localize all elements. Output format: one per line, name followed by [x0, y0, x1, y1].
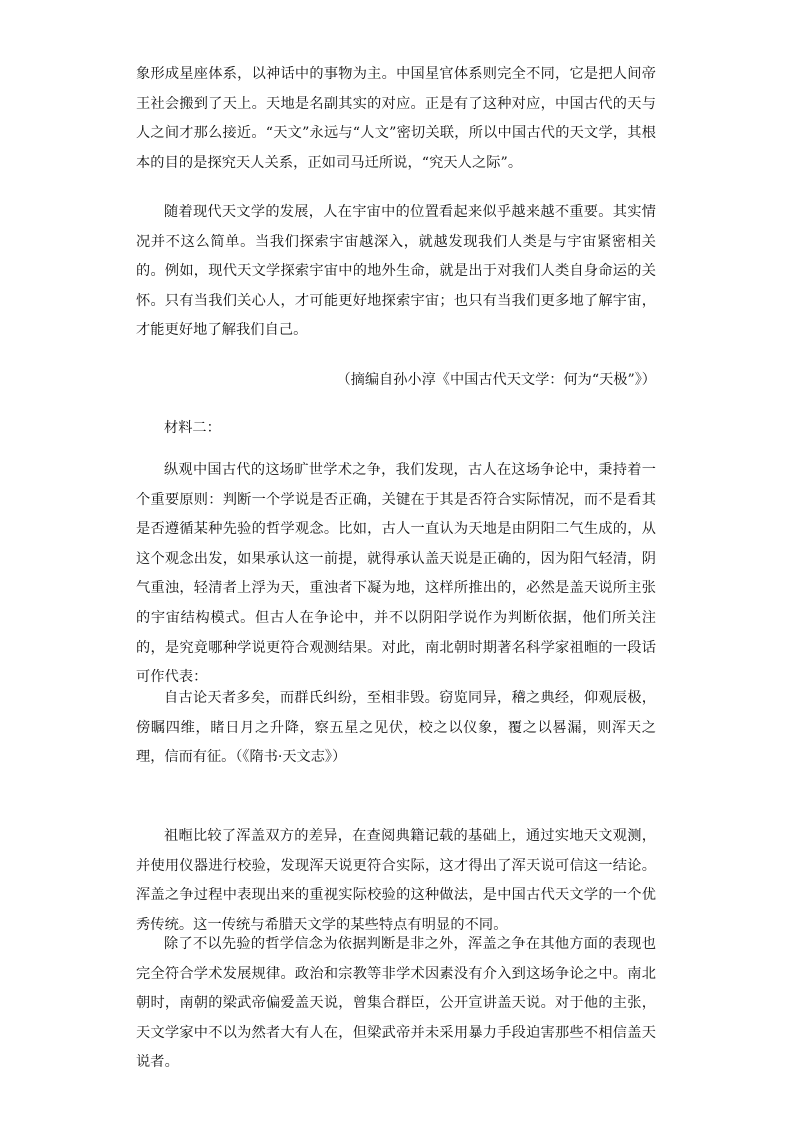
- source-citation-material-one: （摘编自孙小淳《中国古代天文学：何为“天极”》）: [336, 372, 656, 388]
- paragraph-modern-astronomy: 随着现代天文学的发展，人在宇宙中的位置看起来似乎越来越不重要。其实情况并不这么简单。当我们探索宇宙越深入，就越发现我们人类是与宇宙紧密相关的。例如，现代天文学探索宇宙中的地外生命，就是出于对我们人类自身命运的关怀。只有当我们关心人，才可能更好地探索宇宙；也只有当我们更多地了解宇宙，才能更好地了解我们自己。: [136, 204, 656, 339]
- paragraph-academic-rules: 除了不以先验的哲学信念为依据判断是非之外，浑盖之争在其他方面的表现也完全符合学术发展规律。政治和宗教等非学术因素没有介入到这场争论之中。南北朝时，南朝的梁武帝偏爱盖天说，曾集合群臣，公开宣讲盖天说。对于他的主张，天文学家中不以为然者大有人在，但梁武帝并未采用暴力手段迫害那些不相信盖天说者。: [136, 936, 656, 1071]
- paragraph-star-system: 象形成星座体系，以神话中的事物为主。中国星官体系则完全不同，它是把人间帝王社会搬到了天上。天地是名副其实的对应。正是有了这种对应，中国古代的天与人之间才那么接近。“天文”永远与“人文”密切关联，所以中国古代的天文学，其根本的目的是探究天人关系，正如司马迁所说，“究天人之际”。: [136, 66, 656, 171]
- heading-material-two: 材料二：: [164, 420, 221, 436]
- paragraph-zu-geng-comparison: 祖暅比较了浑盖双方的差异，在查阅典籍记载的基础上，通过实地天文观测，并使用仪器进行校验，发现浑天说更符合实际，这才得出了浑天说可信这一结论。浑盖之争过程中表现出来的重视实际校验的这种做法，是中国古代天文学的一个优秀传统。这一传统与希腊天文学的某些特点有明显的不同。: [136, 828, 656, 933]
- quote-zu-geng: 自古论天者多矣，而群氏纠纷，至相非毁。窃览同异，稽之典经，仰观辰极，傍瞩四维，睹日月之升降，察五星之见伏，校之以仪象，覆之以晷漏，则浑天之理，信而有征。（《隋书·天文志》）: [136, 690, 656, 766]
- paragraph-academic-debate: 纵观中国古代的这场旷世学术之争，我们发现，古人在这场争论中，秉持着一个重要原则：判断一个学说是否正确，关键在于其是否符合实际情况，而不是看其是否遵循某种先验的哲学观念。比如，古人一直认为天地是由阴阳二气生成的，从这个观念出发，如果承认这一前提，就得承认盖天说是正确的，因为阳气轻清，阴气重浊，轻清者上浮为天，重浊者下凝为地，这样所推出的，必然是盖天说所主张的宇宙结构模式。但古人在争论中，并不以阴阳学说作为判断依据，他们所关注的，是究竟哪种学说更符合观测结果。对此，南北朝时期著名科学家祖暅的一段话可作代表：: [136, 462, 656, 686]
